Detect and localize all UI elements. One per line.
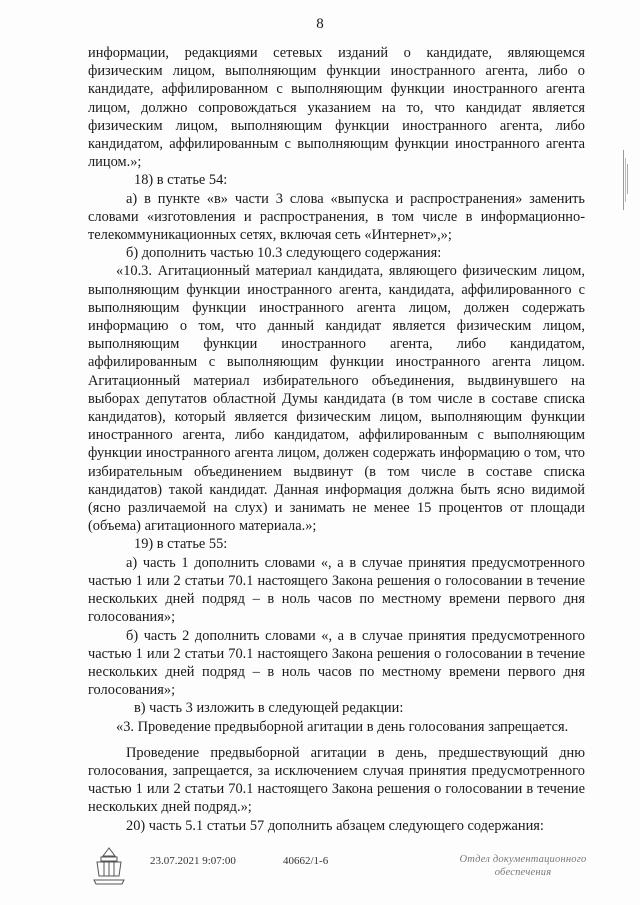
stamp-line-2: обеспечения (494, 867, 552, 878)
footer-doc-number: 40662/1-6 (283, 855, 329, 867)
paragraph-54-a: а) в пункте «в» части 3 слова «выпуска и распространения» заменить словами «изготовления и распространения, в том числе в информационно-телекоммуникационных сетях, включая сеть «Интернет»,»; (88, 190, 585, 244)
paragraph-55-a: а) часть 1 дополнить словами «, а в случае принятия предусмотренного частью 1 или 2 статьи 70.1 настоящего Закона решения о голосовании в течение нескольких дней подряд – в ноль часов по местному времени первого дня голосования»; (88, 554, 585, 626)
paragraph-55-b: б) часть 2 дополнить словами «, а в случае принятия предусмотренного частью 1 или 2 статьи 70.1 настоящего Закона решения о голосовании в течение нескольких дней подряд – в ноль часов по местному времени первого дня голосования»; (88, 627, 585, 699)
paragraph-item-20: 20) часть 5.1 статьи 57 дополнить абзацем следующего содержания: (126, 817, 544, 834)
stamp-line-1: Отдел документационного (459, 854, 587, 865)
paragraph-continuation: информации, редакциями сетевых изданий о кандидате, являющемся физическим лицом, выполняющим функции иностранного агента, либо о кандидате, аффилированном с выполняющим функции иностранного агента лицом, должно сопровождаться указанием на то, что кандидат является физическим лицом, выполняющим функции иностранного агента, либо кандидатом, аффилированным с выполняющим функции иностранного агента лицом.»; (88, 45, 585, 171)
paragraph-item-18: 18) в статье 54: (134, 172, 228, 189)
paragraph-item-19: 19) в статье 55: (134, 536, 228, 553)
page-number: 8 (316, 16, 324, 32)
paragraph-part-3-cont: Проведение предвыборной агитации в день, предшествующий дню голосования, запрещается, за исключением случая принятия предусмотренного частью 1 или 2 статьи 70.1 настоящего Закона решения о голосовании в течение нескольких дней подряд.»; (88, 744, 585, 816)
emblem-icon (92, 846, 126, 886)
paragraph-54-b: б) дополнить частью 10.3 следующего содержания: (126, 245, 442, 262)
paragraph-part-3: «3. Проведение предвыборной агитации в день голосования запрещается. (116, 718, 569, 735)
paragraph-55-v: в) часть 3 изложить в следующей редакции: (134, 700, 404, 717)
footer-date: 23.07.2021 9:07:00 (150, 855, 236, 867)
document-body (88, 44, 585, 835)
department-stamp (448, 853, 598, 879)
paragraph-10-3: «10.3. Агитационный материал кандидата, являющего физическим лицом, выполняющим функции иностранного агента, кандидата, аффилированного с выполняющим функции иностранного агента лицом, должен содержать информацию о том, что данный кандидат является физическим лицом, выполняющим функции иностранного агента, либо кандидатом, аффилированным с выполняющим функции иностранного агента лицом. Агитационный материал избирательного объединения, выдвинувшего на выборах депутатов областной Думы кандидата (в том числе в составе списка кандидатов), который является физическим лицом, выполняющим функции иностранного агента, либо кандидатом, аффилированным с выполняющим функции иностранного агента лицом, должен содержать информацию о том, что избирательным объединением выдвинут (в том числе в составе списка кандидатов) такой кандидат. Данная информация должна быть ясно видимой (ясно различаемой на слух) и занимать не менее 15 процентов от площади (объема) агитационного материала.»; (88, 263, 585, 535)
page-footer (0, 838, 640, 898)
margin-barcode-mark (622, 150, 628, 210)
